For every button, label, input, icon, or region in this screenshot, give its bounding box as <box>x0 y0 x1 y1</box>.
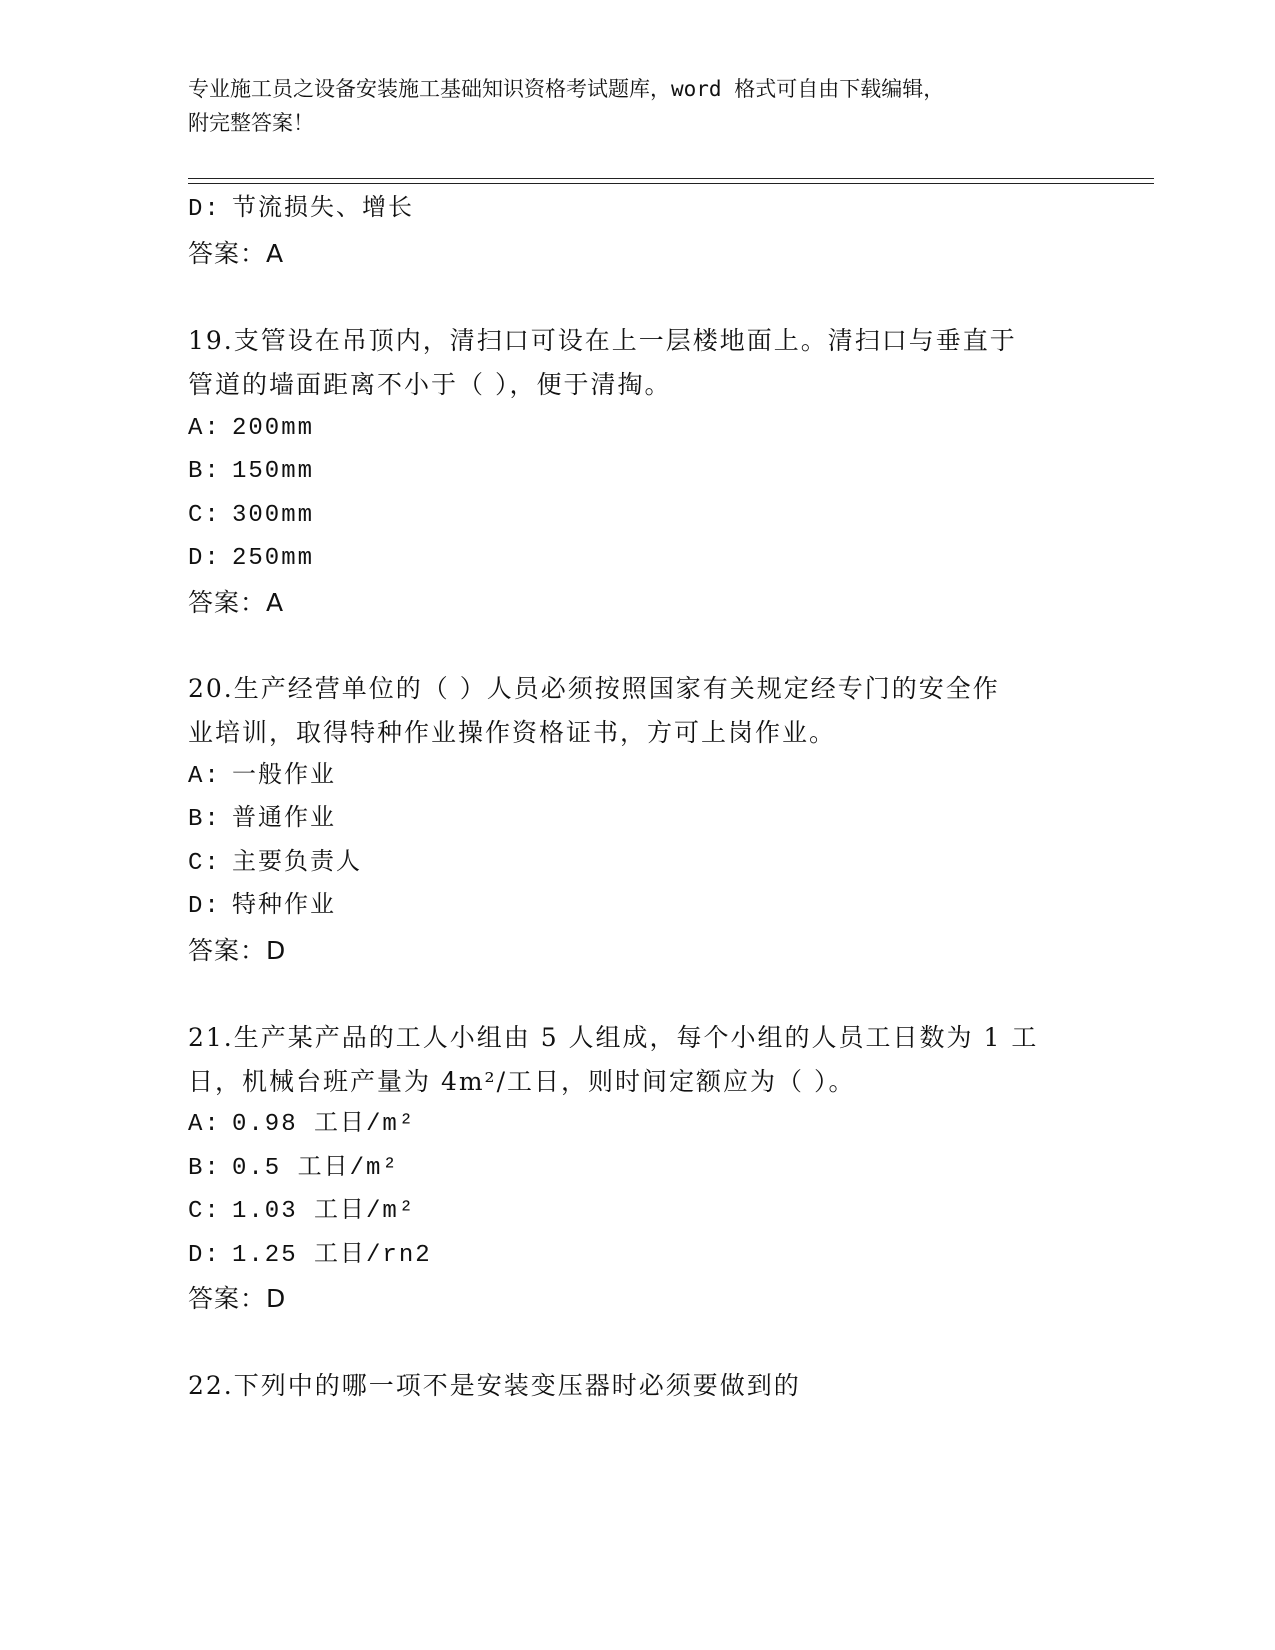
question-22-line-1: 22.下列中的哪一项不是安装变压器时必须要做到的 <box>188 1371 801 1400</box>
question-19-option-c <box>188 500 314 532</box>
option-key: B: <box>188 458 221 485</box>
option-text: 0.98 工日/m² <box>232 1111 416 1138</box>
question-20-option-a <box>188 761 336 793</box>
option-key: B: <box>188 1155 221 1182</box>
option-text: 1.25 工日/rn2 <box>232 1242 432 1269</box>
document-header <box>188 72 1068 140</box>
header-divider-bottom <box>188 183 1154 184</box>
option-text: 特种作业 <box>232 893 336 920</box>
option-text: 300mm <box>232 502 315 529</box>
question-20-option-c <box>188 848 362 880</box>
option-key: A: <box>188 1111 221 1138</box>
question-19-line-1: 19.支管设在吊顶内，清扫口可设在上一层楼地面上。清扫口与垂直于 <box>188 326 1017 355</box>
question-19-option-d <box>188 543 314 575</box>
question-20-answer: 答案：D <box>188 936 287 965</box>
question-21-option-b <box>188 1153 399 1185</box>
question-21-line-1: 21.生产某产品的工人小组由 5 人组成，每个小组的人员工日数为 1 工 <box>188 1023 1039 1052</box>
header-line-1: 专业施工员之设备安装施工基础知识资格考试题库，word 格式可自由下载编辑， <box>188 77 945 101</box>
option-text: 一般作业 <box>232 763 336 790</box>
prev-option-d <box>188 194 414 226</box>
question-19-option-b <box>188 456 314 488</box>
option-key: D: <box>188 1242 221 1269</box>
question-20-line-2: 业培训，取得特种作业操作资格证书，方可上岗作业。 <box>188 718 837 747</box>
option-key: A: <box>188 763 221 790</box>
option-text: 主要负责人 <box>232 850 362 877</box>
question-20-line-1: 20.生产经营单位的（ ）人员必须按照国家有关规定经专门的安全作 <box>188 674 1000 703</box>
option-key: D: <box>188 893 221 920</box>
question-19-line-2: 管道的墙面距离不小于（ ），便于清掏。 <box>188 370 672 399</box>
option-key: D: <box>188 545 221 572</box>
prev-answer: 答案：A <box>188 239 285 268</box>
option-key: D: <box>188 196 221 223</box>
question-21-option-c <box>188 1196 415 1228</box>
option-text: 节流损失、增长 <box>232 196 414 223</box>
question-20-option-d <box>188 891 336 923</box>
header-line-2: 附完整答案！ <box>188 111 314 135</box>
option-text: 普通作业 <box>232 806 336 833</box>
header-divider-top <box>188 178 1154 179</box>
question-19-option-a <box>188 413 314 445</box>
question-21-option-a <box>188 1109 415 1141</box>
option-key: C: <box>188 502 221 529</box>
question-19-answer: 答案：A <box>188 588 285 617</box>
question-21-option-d <box>188 1240 432 1272</box>
question-20-option-b <box>188 804 336 836</box>
option-text: 0.5 工日/m² <box>232 1155 399 1182</box>
question-21-line-2: 日，机械台班产量为 4m²/工日，则时间定额应为（ ）。 <box>188 1067 856 1096</box>
option-text: 200mm <box>232 415 315 442</box>
option-text: 250mm <box>232 545 315 572</box>
option-key: C: <box>188 850 221 877</box>
option-text: 1.03 工日/m² <box>232 1198 416 1225</box>
option-key: B: <box>188 806 221 833</box>
option-key: C: <box>188 1198 221 1225</box>
option-key: A: <box>188 415 221 442</box>
question-21-answer: 答案：D <box>188 1284 287 1313</box>
option-text: 150mm <box>232 458 315 485</box>
